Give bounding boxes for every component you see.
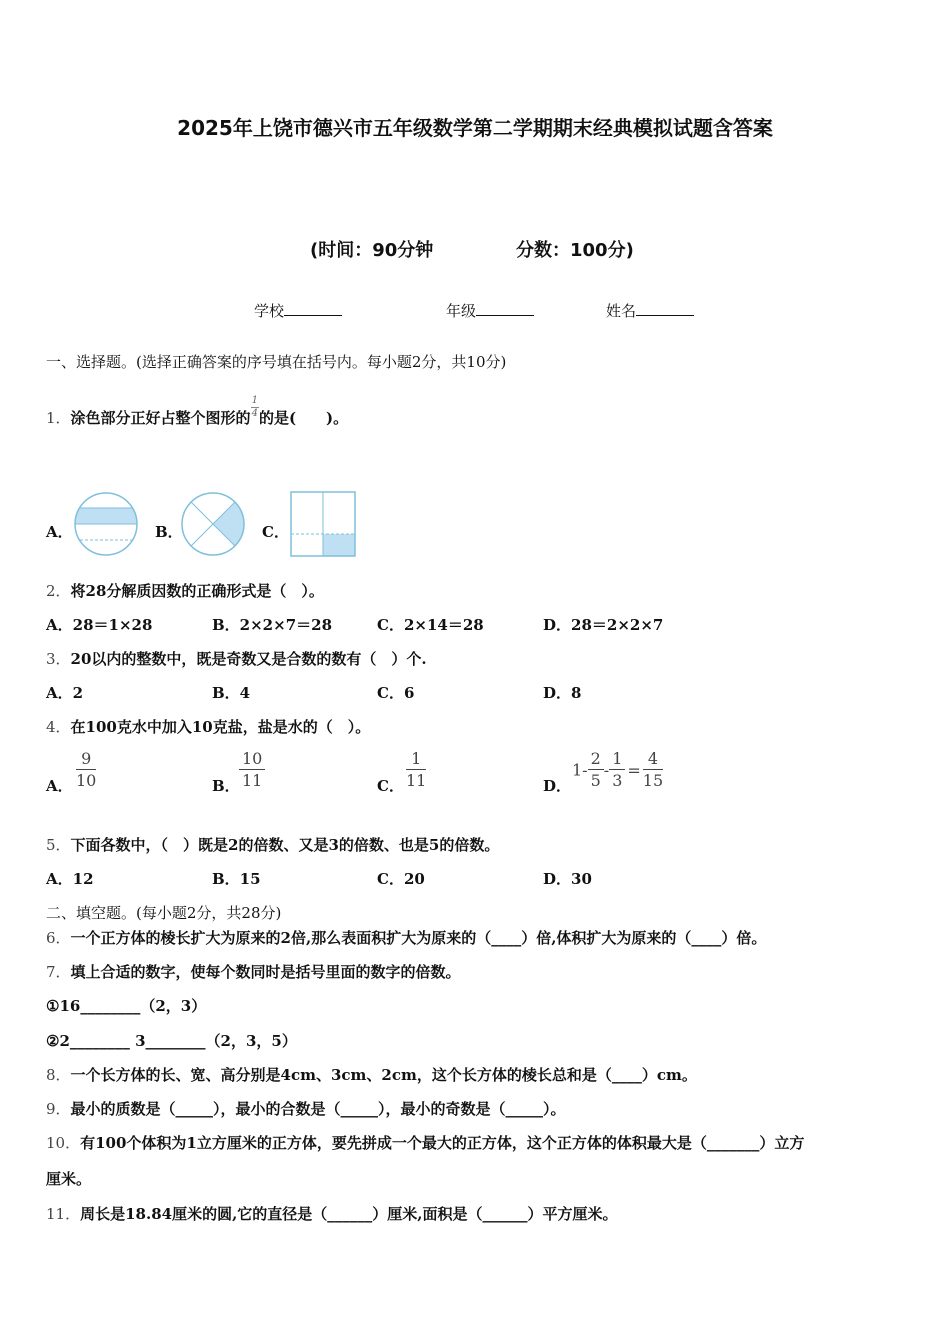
option-d-expression[interactable]: 1- $\frac{2}{5}$ - $\frac{1}{3}$ = $\frac{4}{15}$ [572, 749, 664, 790]
question-number: 11． [46, 1205, 81, 1223]
prefix: 1- [572, 760, 588, 780]
question-11 [46, 1203, 618, 1224]
option-d[interactable]: D．8 [543, 684, 582, 702]
option-c-label[interactable]: C． [377, 777, 404, 795]
school-blank[interactable] [284, 315, 342, 316]
shaded-rect [323, 534, 355, 556]
question-7-line-1: ①16________（2，3） [46, 997, 207, 1015]
option-a[interactable]: A．2 [46, 684, 84, 702]
option-a[interactable]: A．28＝1×28 [46, 616, 153, 634]
figure-c-square[interactable] [290, 491, 356, 557]
option-a-fraction[interactable]: $\frac{9}{10}$ [76, 749, 97, 790]
option-c-fraction[interactable]: $\frac{1}{11}$ [406, 749, 427, 790]
question-number: 10． [46, 1134, 81, 1152]
question-text: 下面各数中，（ ）既是2的倍数、又是3的倍数、也是5的倍数。 [70, 836, 500, 854]
question-number: 7． [46, 963, 71, 981]
grade-blank[interactable] [476, 315, 534, 316]
question-text: 将28分解质因数的正确形式是（ ）。 [70, 582, 324, 600]
question-9 [46, 1098, 566, 1119]
option-b-label[interactable]: B． [155, 523, 183, 541]
question-text: 周长是18.84厘米的圆,它的直径是（______）厘米,面积是（______）平方厘米。 [80, 1205, 618, 1223]
question-number: 1． [46, 409, 71, 427]
question-2 [46, 580, 324, 601]
question-7-line-2: ②2________ 3________（2，3，5） [46, 1032, 297, 1050]
option-b-fraction[interactable]: $\frac{10}{11}$ [239, 751, 265, 789]
grade-label: 年级 [446, 302, 477, 320]
question-number: 9． [46, 1100, 71, 1118]
section-1-heading: 一、选择题。(选择正确答案的序号填在括号内。每小题2分，共10分) [46, 353, 507, 371]
question-5 [46, 834, 499, 855]
grade-field[interactable] [446, 300, 534, 321]
option-c[interactable]: C．20 [377, 870, 425, 888]
question-text: 20以内的整数中，既是奇数又是合数的数有（ ）个. [70, 650, 427, 668]
question-text: 最小的质数是（_____），最小的合数是（_____），最小的奇数是（_____）。 [70, 1100, 566, 1118]
question-number: 2． [46, 582, 71, 600]
question-7 [46, 961, 461, 982]
question-number: 8． [46, 1066, 71, 1084]
fraction: $\frac{1}{4}$ [251, 394, 258, 419]
question-number: 3． [46, 650, 71, 668]
question-text: 一个长方体的长、宽、高分别是4cm、3cm、2cm，这个长方体的棱长总和是（____）cm。 [70, 1066, 697, 1084]
question-text: 填上合适的数字，使每个数同时是括号里面的数字的倍数。 [70, 963, 461, 981]
school-label: 学校 [254, 302, 285, 320]
name-field[interactable] [606, 300, 694, 321]
question-6 [46, 927, 766, 948]
option-a-label[interactable]: A． [46, 777, 73, 795]
name-blank[interactable] [636, 315, 694, 316]
figure-b-circle-quarters[interactable] [180, 491, 246, 557]
option-b[interactable]: B．2×2×7＝28 [212, 616, 333, 634]
option-d[interactable]: D．28＝2×2×7 [543, 616, 664, 634]
equals-sign: = [627, 760, 641, 780]
question-number: 4． [46, 718, 71, 736]
name-label: 姓名 [606, 302, 637, 320]
minus-sign: - [603, 760, 610, 780]
question-text-end: 的是( )。 [258, 409, 349, 427]
option-a[interactable]: A．12 [46, 870, 94, 888]
question-text: 涂色部分正好占整个图形的 [70, 409, 251, 427]
option-d-label[interactable]: D． [543, 777, 572, 795]
option-c-label[interactable]: C． [262, 523, 289, 541]
option-d[interactable]: D．30 [543, 870, 592, 888]
question-text: 有100个体积为1立方厘米的正方体，要先拼成一个最大的正方体，这个正方体的体积最大是（_______）立方 [80, 1134, 805, 1152]
page-title: 2025年上饶市德兴市五年级数学第二学期期末经典模拟试题含答案 [177, 116, 773, 140]
question-4 [46, 716, 370, 737]
figure-a-circle-band[interactable] [73, 491, 139, 557]
question-text: 一个正方体的棱长扩大为原来的2倍,那么表面积扩大为原来的（____）倍,体积扩大为原来的（____）倍。 [70, 929, 767, 947]
question-number: 5． [46, 836, 71, 854]
question-10-continued: 厘米。 [46, 1170, 92, 1188]
question-10 [46, 1132, 804, 1153]
option-b[interactable]: B．4 [212, 684, 251, 702]
option-c[interactable]: C．6 [377, 684, 415, 702]
option-c[interactable]: C．2×14＝28 [377, 616, 484, 634]
section-2-heading: 二、填空题。(每小题2分，共28分) [46, 904, 282, 922]
exam-score: 分数：100分) [516, 240, 634, 261]
question-number: 6． [46, 929, 71, 947]
exam-time: (时间：90分钟 [310, 240, 434, 261]
shaded-band [73, 508, 139, 524]
question-1 [46, 394, 349, 431]
question-8 [46, 1064, 697, 1085]
question-3 [46, 648, 427, 669]
option-b[interactable]: B．15 [212, 870, 261, 888]
school-field[interactable] [254, 300, 342, 321]
question-text: 在100克水中加入10克盐，盐是水的（ ）。 [70, 718, 371, 736]
option-a-label[interactable]: A． [46, 523, 73, 541]
option-b-label[interactable]: B． [212, 777, 240, 795]
